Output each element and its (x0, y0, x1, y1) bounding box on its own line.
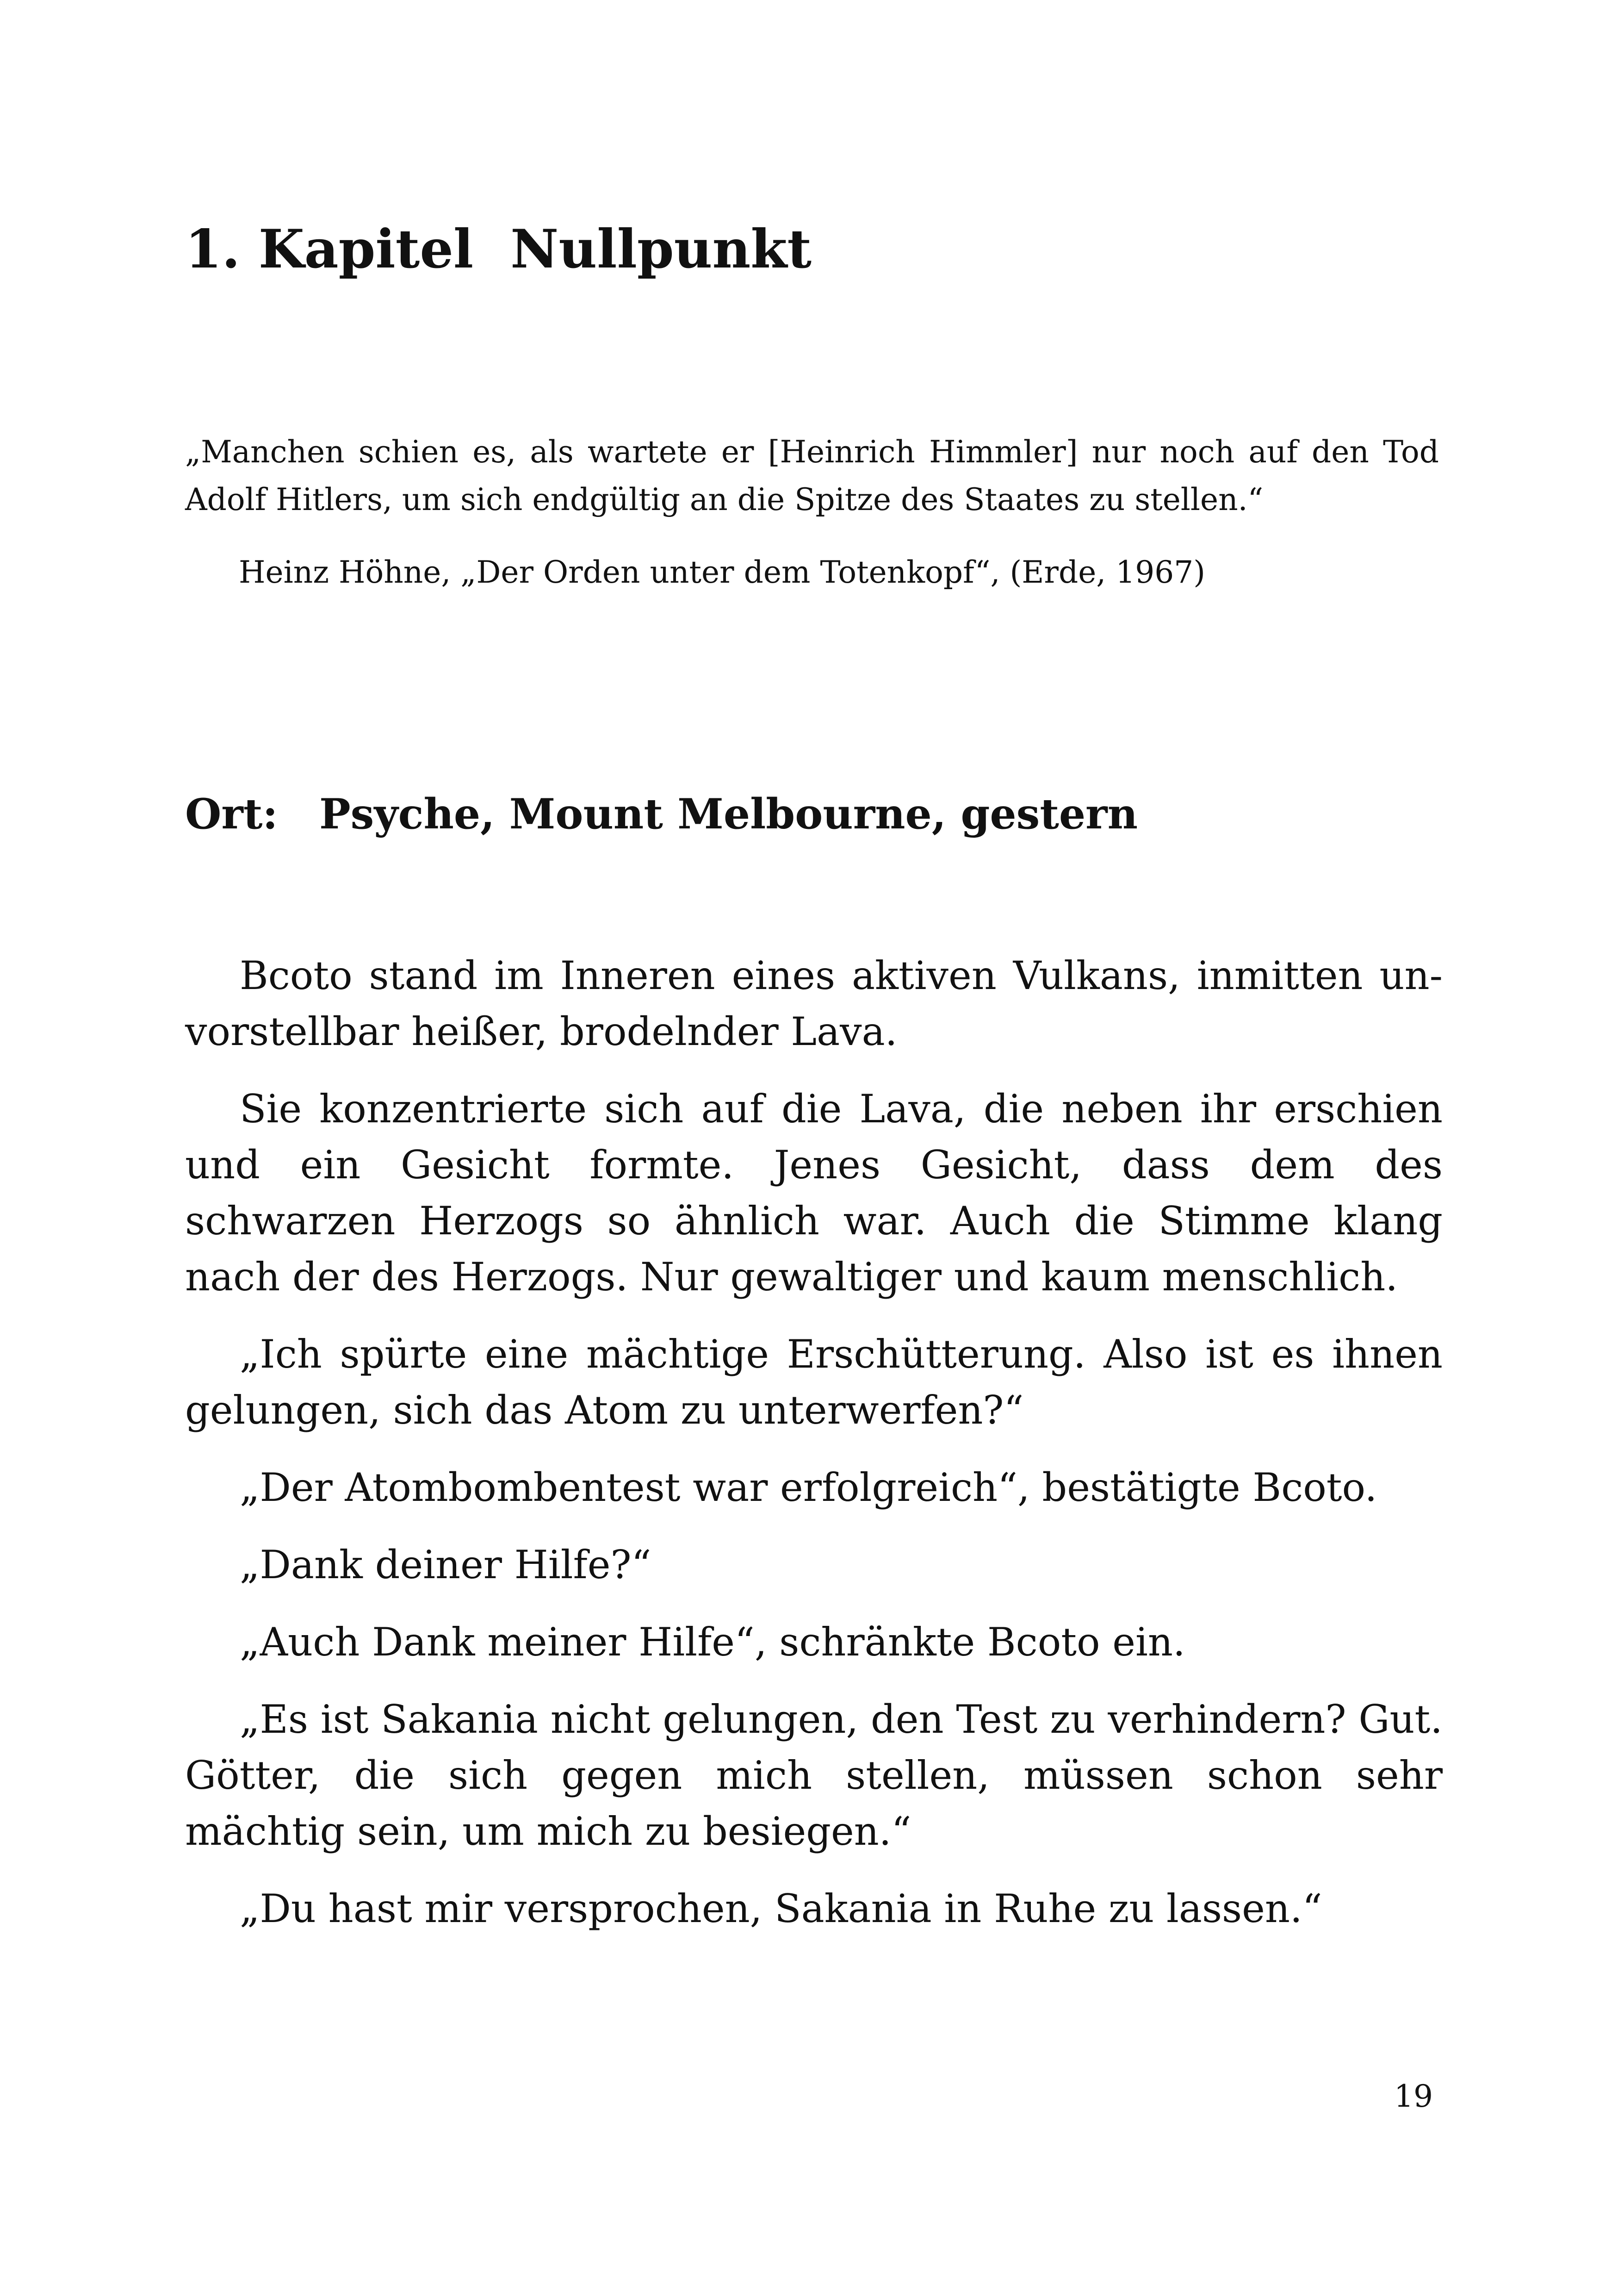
location-heading (185, 789, 1138, 839)
epigraph-source: Heinz Höhne, „Der Orden unter dem Totenkopf“, (Erde, 1967) (239, 554, 1205, 590)
epigraph-quote: „Manchen schien es, als wartete er [Heinrich Himmler] nur noch auf den Tod Adolf Hitlers, um sich endgültig an die Spitze des Staates zu stellen.“ (185, 434, 1439, 517)
paragraph: „Ich spürte eine mächtige Erschütterung. Also ist es ihnen gelungen, sich das Atom zu unterwerfen?“ (185, 1332, 1443, 1433)
paragraph: Sie konzentrierte sich auf die Lava, die neben ihr erschien und ein Gesicht formte. Jenes Gesicht, dass dem des schwarzen Herzogs so ähnlich war. Auch die Stimme klang nach der des Herzogs. Nur gewaltiger und kaum menschlich. (185, 1086, 1443, 1300)
paragraph: „Du hast mir versprochen, Sakania in Ruhe zu lassen.“ (240, 1886, 1322, 1931)
paragraph: „Auch Dank meiner Hilfe“, schränkte Bcoto ein. (240, 1619, 1185, 1665)
chapter-number: 1. Kapitel (185, 218, 474, 280)
chapter-heading (185, 218, 812, 281)
location-label: Ort: (185, 790, 278, 839)
chapter-title: Nullpunkt (510, 218, 812, 280)
location-value: Psyche, Mount Melbourne, gestern (319, 790, 1138, 839)
paragraph: „Dank deiner Hilfe?“ (240, 1542, 651, 1587)
page-number: 19 (1394, 2078, 1433, 2114)
paragraph: Bcoto stand im Inneren eines aktiven Vulkans, inmitten unvorstellbar heißer, brodelnder Lava. (185, 953, 1443, 1054)
body-text (185, 948, 1443, 1958)
paragraph: „Der Atombombentest war erfolgreich“, bestätigte Bcoto. (240, 1465, 1377, 1510)
paragraph: „Es ist Sakania nicht gelungen, den Test zu verhindern? Gut. Götter, die sich gegen mich stellen, müssen schon sehr mächtig sein, um mich zu besiegen.“ (185, 1697, 1443, 1854)
